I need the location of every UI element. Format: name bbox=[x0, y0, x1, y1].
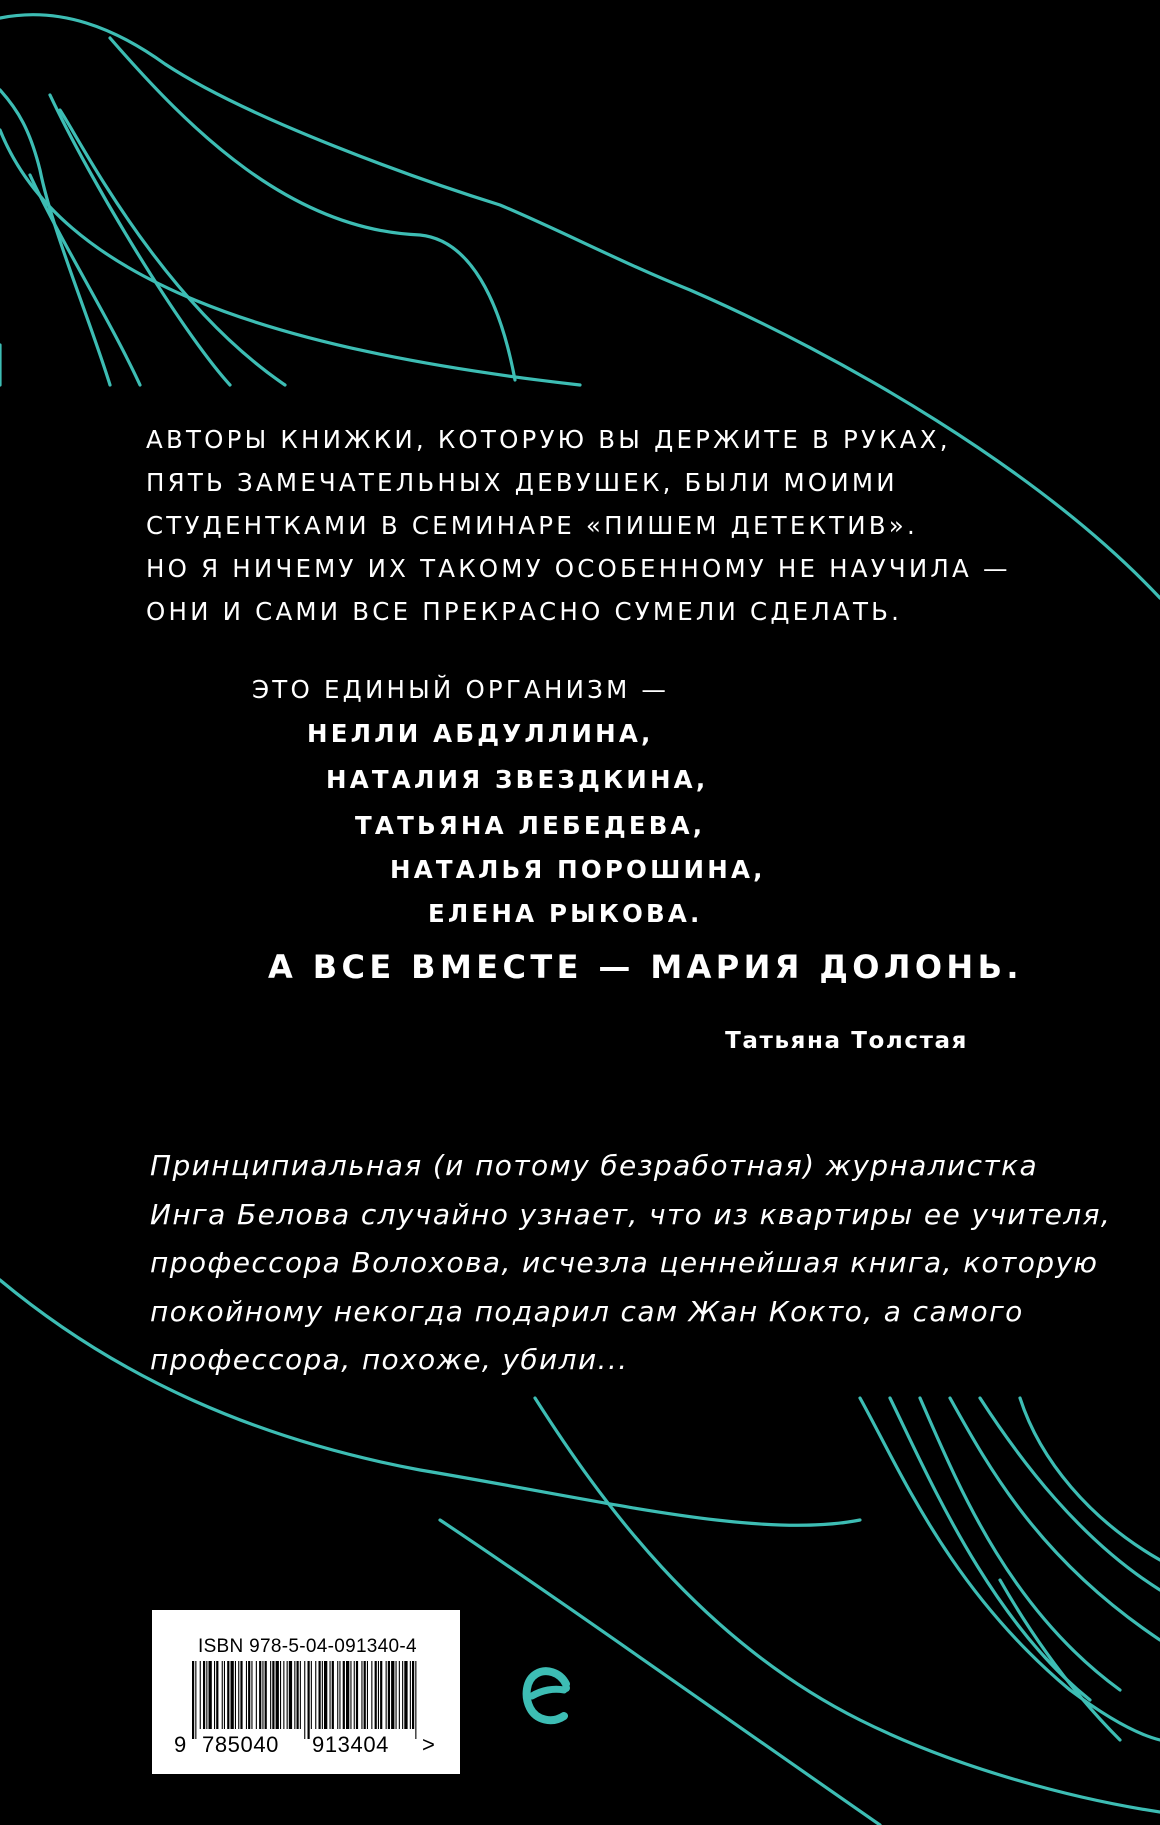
book-blurb bbox=[150, 1142, 1112, 1385]
barcode-bar bbox=[222, 1661, 223, 1729]
barcode-bar bbox=[259, 1661, 261, 1729]
author-name: ЕЛЕНА РЫКОВА. bbox=[428, 899, 703, 928]
barcode-bar bbox=[343, 1661, 345, 1729]
barcode-bar bbox=[227, 1661, 229, 1729]
barcode-bar bbox=[404, 1661, 407, 1729]
barcode-bar bbox=[364, 1661, 366, 1729]
eksmo-e-logo-icon bbox=[522, 1666, 572, 1728]
barcode-bar bbox=[391, 1661, 394, 1729]
barcode-bar bbox=[192, 1661, 194, 1739]
barcode-bar bbox=[315, 1661, 316, 1729]
barcode-bar bbox=[308, 1661, 310, 1739]
barcode-bar bbox=[200, 1661, 201, 1729]
barcode-digit-first: 9 bbox=[174, 1732, 187, 1757]
barcode-bar bbox=[238, 1661, 239, 1729]
author-name: ТАТЬЯНА ЛЕБЕДЕВА, bbox=[355, 811, 706, 840]
barcode-bar bbox=[412, 1661, 414, 1729]
barcode-bar bbox=[402, 1661, 403, 1729]
barcode-bars bbox=[192, 1661, 418, 1739]
barcode-bar bbox=[240, 1661, 242, 1729]
barcode-bar bbox=[246, 1661, 247, 1729]
barcode-bar bbox=[265, 1661, 267, 1729]
closing-statement: А ВСЕ ВМЕСТЕ — МАРИЯ ДОЛОНЬ. bbox=[268, 948, 1023, 986]
intro-line: НО Я НИЧЕМУ ИХ ТАКОМУ ОСОБЕННОМУ НЕ НАУЧИЛА — bbox=[146, 554, 1011, 583]
barcode-bar bbox=[287, 1661, 288, 1729]
barcode-bar bbox=[386, 1661, 387, 1729]
intro-line: ОНИ И САМИ ВСЕ ПРЕКРАСНО СУМЕЛИ СДЕЛАТЬ. bbox=[146, 597, 903, 626]
barcode-quiet-mark: > bbox=[422, 1732, 435, 1757]
barcode-bar bbox=[337, 1661, 338, 1729]
barcode-bar bbox=[248, 1661, 250, 1729]
barcode-bar bbox=[280, 1661, 281, 1729]
barcode-bar bbox=[256, 1661, 257, 1729]
barcode-bar bbox=[304, 1661, 305, 1739]
blurb-line: покойному некогда подарил сам Жан Кокто, а самого bbox=[150, 1294, 1024, 1328]
barcode-bar bbox=[251, 1661, 252, 1729]
barcode-bar bbox=[311, 1661, 312, 1729]
barcode-bar bbox=[350, 1661, 351, 1729]
barcode-bar bbox=[339, 1661, 340, 1729]
barcode-bar bbox=[272, 1661, 274, 1729]
barcode-digits-right: 913404 bbox=[312, 1732, 390, 1757]
barcode-bar bbox=[294, 1661, 295, 1729]
author-name: НЕЛЛИ АБДУЛЛИНА, bbox=[307, 719, 654, 748]
barcode-bar bbox=[289, 1661, 292, 1729]
barcode-bar bbox=[283, 1661, 284, 1729]
isbn-label: ISBN 978-5-04-091340-4 bbox=[198, 1636, 417, 1657]
intro-line: СТУДЕНТКАМИ В СЕМИНАРЕ «ПИШЕМ ДЕТЕКТИВ». bbox=[146, 511, 918, 540]
barcode-bar bbox=[195, 1661, 196, 1739]
barcode-bar bbox=[206, 1661, 207, 1729]
blurb-line: Принципиальная (и потому безработная) журналистка bbox=[150, 1149, 1039, 1182]
barcode-bar bbox=[319, 1661, 321, 1729]
barcode-bar bbox=[346, 1661, 349, 1729]
barcode-bar bbox=[375, 1661, 377, 1729]
barcode-bar bbox=[209, 1661, 212, 1729]
barcode-bar bbox=[332, 1661, 334, 1729]
barcode-bar bbox=[300, 1661, 301, 1729]
intro-quote bbox=[146, 418, 1046, 633]
intro-line: АВТОРЫ КНИЖКИ, КОТОРУЮ ВЫ ДЕРЖИТЕ В РУКАХ, bbox=[146, 425, 951, 454]
blurb-line: Инга Белова случайно узнает, что из квартиры ее учителя, bbox=[150, 1197, 1112, 1231]
barcode-bar bbox=[361, 1661, 362, 1729]
barcode-bar bbox=[216, 1661, 218, 1729]
barcode-bar bbox=[276, 1661, 279, 1729]
barcode-bar bbox=[356, 1661, 358, 1729]
barcode-bar bbox=[388, 1661, 390, 1729]
barcode-bar bbox=[297, 1661, 299, 1729]
barcode-digits-left: 785040 bbox=[202, 1732, 280, 1757]
author-name: НАТАЛЬЯ ПОРОШИНА, bbox=[390, 855, 766, 884]
barcode-bar bbox=[224, 1661, 225, 1729]
barcode-bar bbox=[203, 1661, 205, 1729]
barcode-bar bbox=[231, 1661, 234, 1729]
barcode-bar bbox=[399, 1661, 400, 1729]
barcode-bar bbox=[367, 1661, 368, 1729]
author-name: НАТАЛИЯ ЗВЕЗДКИНА, bbox=[326, 765, 709, 794]
cascade-lead: ЭТО ЕДИНЫЙ ОРГАНИЗМ — bbox=[252, 675, 670, 704]
barcode-bar bbox=[270, 1661, 271, 1729]
barcode-bar bbox=[354, 1661, 355, 1729]
barcode-bar bbox=[396, 1661, 397, 1729]
barcode-bar bbox=[378, 1661, 379, 1729]
barcode-bar bbox=[410, 1661, 411, 1729]
blurb-line: профессора, похоже, убили... bbox=[150, 1343, 629, 1376]
blurb-line: профессора Волохова, исчезла ценнейшая книга, которую bbox=[150, 1246, 1099, 1279]
barcode-bar bbox=[262, 1661, 263, 1729]
isbn-barcode bbox=[152, 1610, 460, 1774]
barcode-bar bbox=[380, 1661, 382, 1729]
barcode-bar bbox=[322, 1661, 323, 1729]
barcode-bar bbox=[235, 1661, 236, 1729]
barcode-bar bbox=[214, 1661, 215, 1729]
quote-attribution: Татьяна Толстая bbox=[725, 1028, 968, 1054]
barcode-bar bbox=[415, 1661, 416, 1739]
barcode-bar bbox=[330, 1661, 331, 1729]
barcode-bar bbox=[371, 1661, 372, 1729]
barcode-bar bbox=[324, 1661, 327, 1729]
intro-line: ПЯТЬ ЗАМЕЧАТЕЛЬНЫХ ДЕВУШЕК, БЫЛИ МОИМИ bbox=[146, 468, 898, 497]
